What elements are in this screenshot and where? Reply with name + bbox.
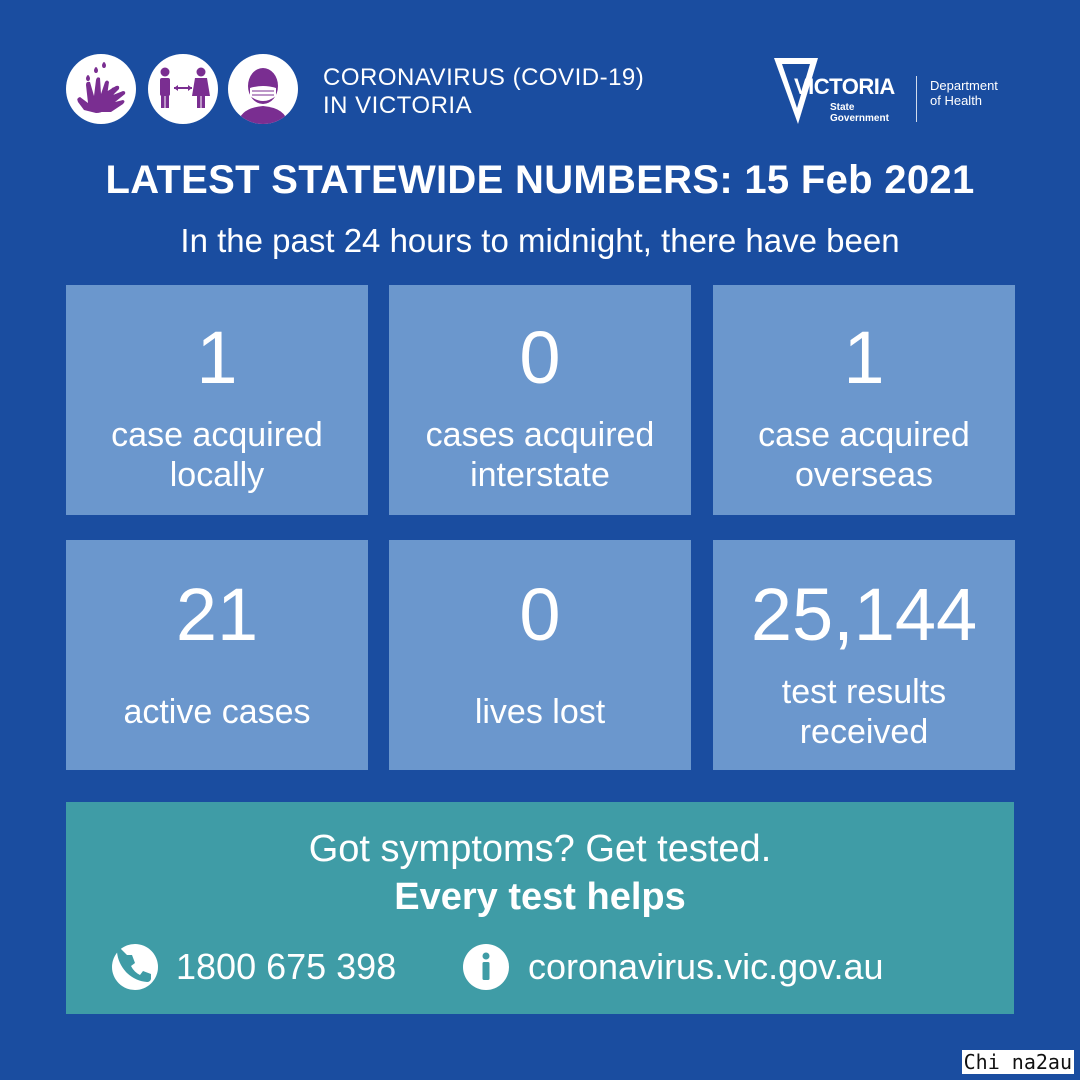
stat-label-line2: overseas bbox=[795, 456, 933, 494]
stat-tile-interstate-cases bbox=[389, 285, 691, 515]
stat-label bbox=[66, 692, 368, 732]
watermark: Chi na2au bbox=[963, 1050, 1072, 1074]
stat-label bbox=[389, 415, 691, 495]
page-title: LATEST STATEWIDE NUMBERS: 15 Feb 2021 bbox=[105, 158, 975, 202]
department-line: Department bbox=[930, 78, 998, 93]
cta-every-test-helps-text: Every test helps bbox=[394, 876, 686, 918]
stat-value: 0 bbox=[519, 573, 561, 656]
government-line: Government bbox=[830, 113, 889, 124]
cta-symptoms-text: Got symptoms? Get tested. bbox=[308, 828, 772, 870]
stat-value: 0 bbox=[519, 316, 561, 399]
logo-divider bbox=[916, 76, 917, 122]
stat-tile-local-cases bbox=[66, 285, 368, 515]
victoria-government-logo bbox=[772, 56, 1022, 126]
website-link[interactable]: coronavirus.vic.gov.au bbox=[528, 946, 884, 987]
stat-value: 25,144 bbox=[750, 573, 978, 656]
stat-label-line2: locally bbox=[169, 456, 265, 494]
covid-title-line1: CORONAVIRUS (COVID-19) bbox=[323, 64, 645, 91]
stat-label-line1: test results bbox=[781, 673, 947, 711]
state-line: State bbox=[830, 102, 855, 113]
hand-washing-icon bbox=[66, 54, 136, 124]
stat-tile-test-results bbox=[713, 540, 1015, 770]
info-icon bbox=[463, 944, 509, 990]
testing-call-to-action bbox=[66, 802, 1014, 1014]
stat-label-line1: case acquired bbox=[111, 416, 323, 454]
phone-icon bbox=[112, 944, 158, 990]
stat-label-line2: interstate bbox=[470, 456, 610, 494]
stat-value: 1 bbox=[843, 316, 885, 399]
stat-label-line2: received bbox=[799, 713, 929, 751]
victoria-wordmark: VICTORIA bbox=[794, 74, 895, 99]
covid-title-line2: IN VICTORIA bbox=[323, 92, 473, 119]
covid-title bbox=[323, 64, 703, 120]
stat-value: 1 bbox=[196, 316, 238, 399]
stat-tile-lives-lost bbox=[389, 540, 691, 770]
stat-label-line1: active cases bbox=[123, 693, 311, 731]
department-of-health-text bbox=[930, 78, 998, 108]
stat-label-line1: cases acquired bbox=[425, 416, 655, 454]
physical-distancing-icon bbox=[148, 54, 218, 124]
subheading: In the past 24 hours to midnight, there have been bbox=[180, 222, 900, 259]
stat-label bbox=[389, 692, 691, 732]
header bbox=[0, 0, 1080, 140]
stat-tile-active-cases bbox=[66, 540, 368, 770]
stat-label-line1: lives lost bbox=[474, 693, 606, 731]
stat-value: 21 bbox=[175, 573, 259, 656]
stat-label bbox=[713, 672, 1015, 752]
state-government-text bbox=[830, 102, 889, 124]
stat-tile-overseas-cases bbox=[713, 285, 1015, 515]
phone-number[interactable]: 1800 675 398 bbox=[176, 946, 397, 987]
stat-label-line1: case acquired bbox=[758, 416, 970, 454]
stat-label bbox=[66, 415, 368, 495]
face-mask-icon bbox=[228, 54, 298, 124]
stat-label bbox=[713, 415, 1015, 495]
of-health-line: of Health bbox=[930, 93, 983, 108]
